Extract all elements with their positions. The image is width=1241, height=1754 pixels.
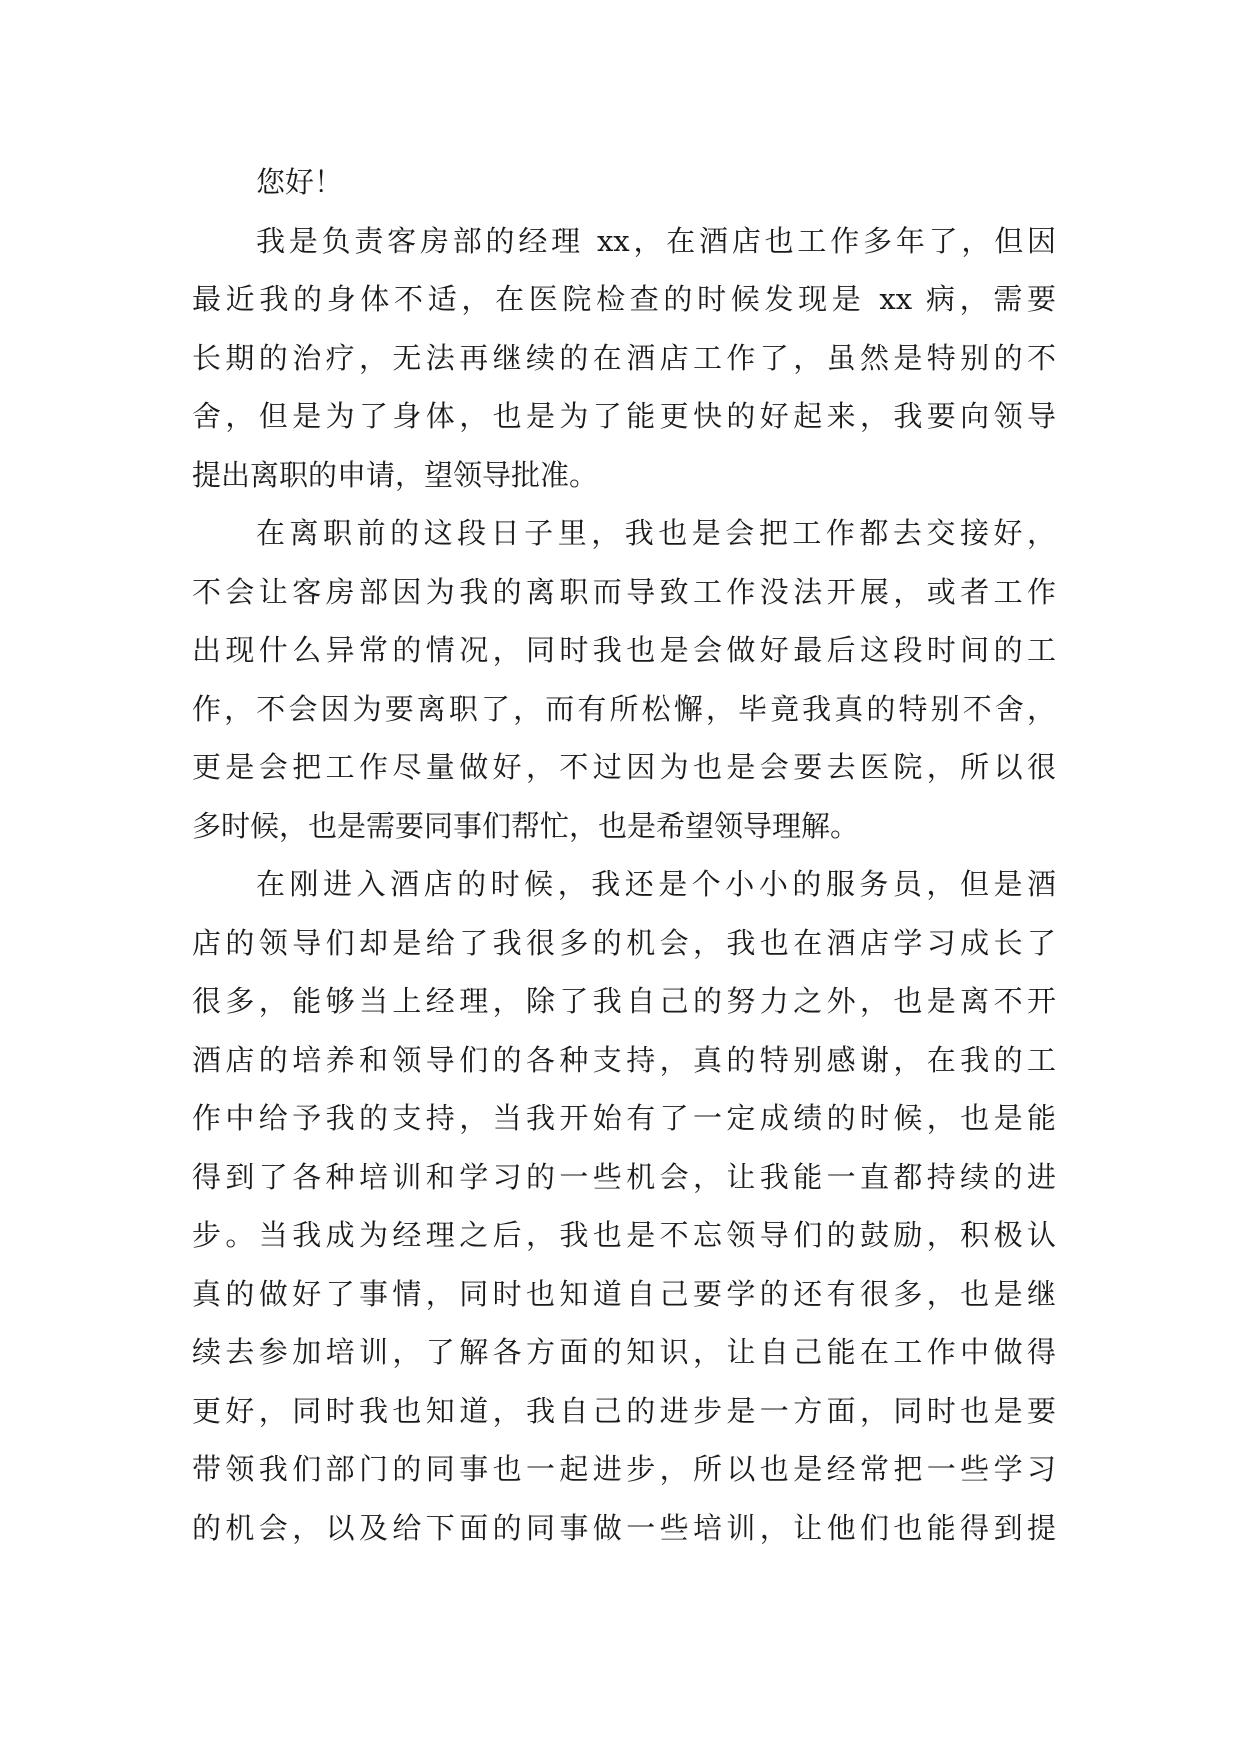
text-line: 更是会把工作尽量做好，不过因为也是会要去医院，所以很: [192, 750, 1056, 784]
text-line: 提出离职的申请，望领导批准。: [192, 457, 599, 492]
text-line: 作，不会因为要离职了，而有所松懈，毕竟我真的特别不舍，: [192, 691, 1056, 726]
text-line: 得到了各种培训和学习的一些机会，让我能一直都持续的进: [192, 1159, 1056, 1194]
text-line: 步。当我成为经理之后，我也是不忘领导们的鼓励，积极认: [192, 1218, 1056, 1252]
text-line: 出现什么异常的情况，同时我也是会做好最后这段时间的工: [192, 633, 1056, 667]
text-line: 店的领导们却是给了我很多的机会，我也在酒店学习成长了: [192, 925, 1056, 960]
text-line: 舍，但是为了身体，也是为了能更快的好起来，我要向领导: [192, 399, 1056, 433]
text-line: 最近我的身体不适，在医院检查的时候发现是 xx 病，需要: [192, 282, 1056, 316]
letter-body: [192, 153, 1056, 1557]
text-line: 作中给予我的支持，当我开始有了一定成绩的时候，也是能: [192, 1101, 1056, 1135]
text-line: 酒店的培养和领导们的各种支持，真的特别感谢，在我的工: [192, 1042, 1056, 1077]
greeting-line: 您好！: [256, 165, 344, 199]
text-line: 多时候，也是需要同事们帮忙，也是希望领导理解。: [192, 808, 860, 843]
text-line: 不会让客房部因为我的离职而导致工作没法开展，或者工作: [192, 574, 1056, 609]
text-line: 长期的治疗，无法再继续的在酒店工作了，虽然是特别的不: [192, 340, 1056, 375]
text-line: 更好，同时我也知道，我自己的进步是一方面，同时也是要: [192, 1393, 1056, 1428]
text-line: 很多，能够当上经理，除了我自己的努力之外，也是离不开: [192, 984, 1056, 1018]
text-line: 在刚进入酒店的时候，我还是个小小的服务员，但是酒: [256, 867, 1056, 901]
text-line: 我是负责客房部的经理 xx，在酒店也工作多年了，但因: [256, 223, 1056, 258]
text-line: 真的做好了事情，同时也知道自己要学的还有很多，也是继: [192, 1276, 1056, 1311]
text-line: 带领我们部门的同事也一起进步，所以也是经常把一些学习: [192, 1452, 1056, 1486]
text-line: 的机会，以及给下面的同事做一些培训，让他们也能得到提: [192, 1510, 1056, 1545]
text-line: 在离职前的这段日子里，我也是会把工作都去交接好，: [256, 516, 1056, 550]
text-line: 续去参加培训，了解各方面的知识，让自己能在工作中做得: [192, 1335, 1056, 1369]
